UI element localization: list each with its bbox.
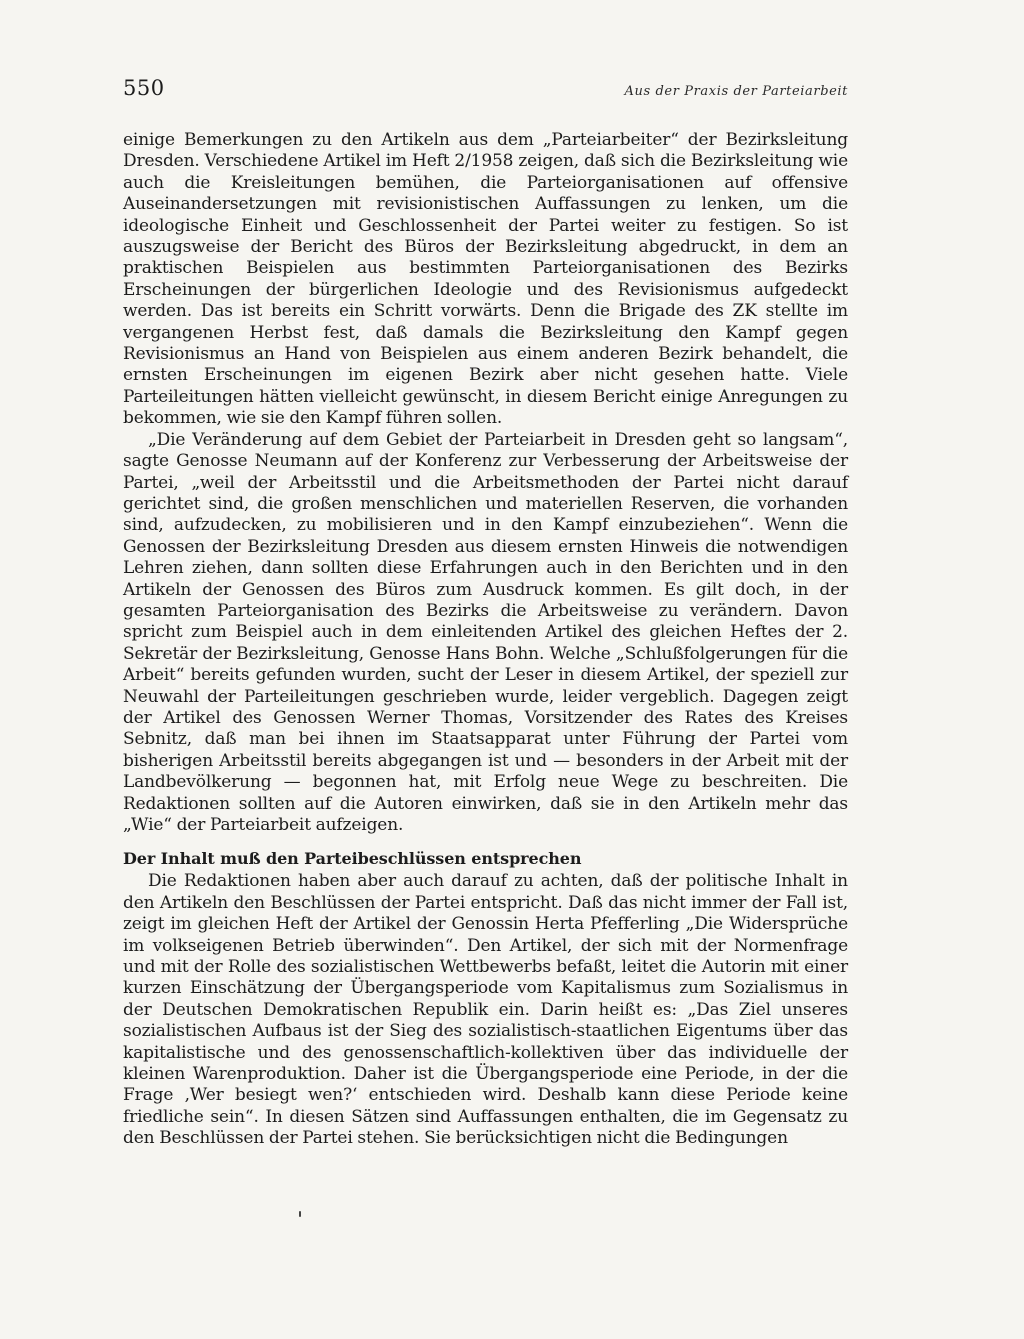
body-text: [123, 130, 848, 1150]
print-speck: [299, 1211, 301, 1217]
page-number: 550: [123, 76, 165, 100]
section-heading: Der Inhalt muß den Parteibeschlüssen entsprechen: [123, 849, 582, 869]
paragraph-1: einige Bemerkungen zu den Artikeln aus dem „Parteiarbeiter“ der Bezirksleitung Dresden. Verschiedene Artikel im Heft 2/1958 zeigen, daß sich die Bezirksleitung wie auch die Kreisleitungen bemühen, die Parteiorganisationen auf offensive Auseinandersetzungen mit revisionistischen Auffassungen zu lenken, um die ideologische Einheit und Geschlossenheit der Partei weiter zu festigen. So ist auszugsweise der Bericht des Büros der Bezirksleitung abgedruckt, in dem an praktischen Beispielen aus bestimmten Parteiorganisationen des Bezirks Erscheinungen der bürgerlichen Ideologie und des Revisionismus aufgedeckt werden. Das ist bereits ein Schritt vorwärts. Denn die Brigade des ZK stellte im vergangenen Herbst fest, daß damals die Bezirksleitung den Kampf gegen Revisionismus an Hand von Beispielen aus einem anderen Bezirk behandelt, die ernsten Erscheinungen im eigenen Bezirk aber nicht gesehen hatte. Viele Parteileitungen hätten vielleicht gewünscht, in diesem Bericht einige Anregungen zu bekommen, wie sie den Kampf führen sollen.: [123, 130, 848, 429]
running-head: Aus der Praxis der Parteiarbeit: [624, 84, 848, 99]
paragraph-2: „Die Veränderung auf dem Gebiet der Parteiarbeit in Dresden geht so langsam“, sagte Genosse Neumann auf der Konferenz zur Verbesserung der Arbeitsweise der Partei, „weil der Arbeitsstil und die Arbeitsmethoden der Partei nicht darauf gerichtet sind, die großen menschlichen und materiellen Reserven, die vorhanden sind, aufzudecken, zu mobilisieren und in den Kampf einzubeziehen“. Wenn die Genossen der Bezirksleitung Dresden aus diesem ernsten Hinweis die notwendigen Lehren ziehen, dann sollten diese Erfahrungen auch in den Berichten und in den Artikeln der Genossen des Büros zum Ausdruck kommen. Es gilt doch, in der gesamten Parteiorganisation des Bezirks die Arbeitsweise zu verändern. Davon spricht zum Beispiel auch in dem einleitenden Artikel des gleichen Heftes der 2. Sekretär der Bezirksleitung, Genosse Hans Bohn. Welche „Schlußfolgerungen für die Arbeit“ bereits gefunden wurden, sucht der Leser in diesem Artikel, der speziell zur Neuwahl der Parteileitungen geschrieben wurde, leider vergeblich. Dagegen zeigt der Artikel des Genossen Werner Thomas, Vorsitzender des Rates des Kreises Sebnitz, daß man bei ihnen im Staatsapparat unter Führung der Partei vom bisherigen Arbeitsstil bereits abgegangen ist und — besonders in der Arbeit mit der Landbevölkerung — begonnen hat, mit Erfolg neue Wege zu beschreiten. Die Redaktionen sollten auf die Autoren einwirken, daß sie in den Artikeln mehr das „Wie“ der Parteiarbeit aufzeigen.: [123, 429, 848, 835]
paragraph-3: Die Redaktionen haben aber auch darauf zu achten, daß der politische Inhalt in den Artikeln den Beschlüssen der Partei entspricht. Daß das nicht immer der Fall ist, zeigt im gleichen Heft der Artikel der Genossin Herta Pfefferling „Die Widersprüche im volkseigenen Betrieb überwinden“. Den Artikel, der sich mit der Normenfrage und mit der Rolle des sozialistischen Wettbewerbs befaßt, leitet die Autorin mit einer kurzen Einschätzung der Übergangsperiode vom Kapitalismus zum Sozialismus in der Deutschen Demokratischen Republik ein. Darin heißt es: „Das Ziel unseres sozialistischen Aufbaus ist der Sieg des sozialistisch-staatlichen Eigentums über das kapitalistische und des genossenschaftlich-kollektiven über das individuelle der kleinen Warenproduktion. Daher ist die Übergangsperiode eine Periode, in der die Frage ‚Wer besiegt wen?‘ entschieden wird. Deshalb kann diese Periode keine friedliche sein“. In diesen Sätzen sind Auffassungen enthalten, die im Gegensatz zu den Beschlüssen der Partei stehen. Sie berücksichtigen nicht die Bedingungen: [123, 871, 848, 1149]
